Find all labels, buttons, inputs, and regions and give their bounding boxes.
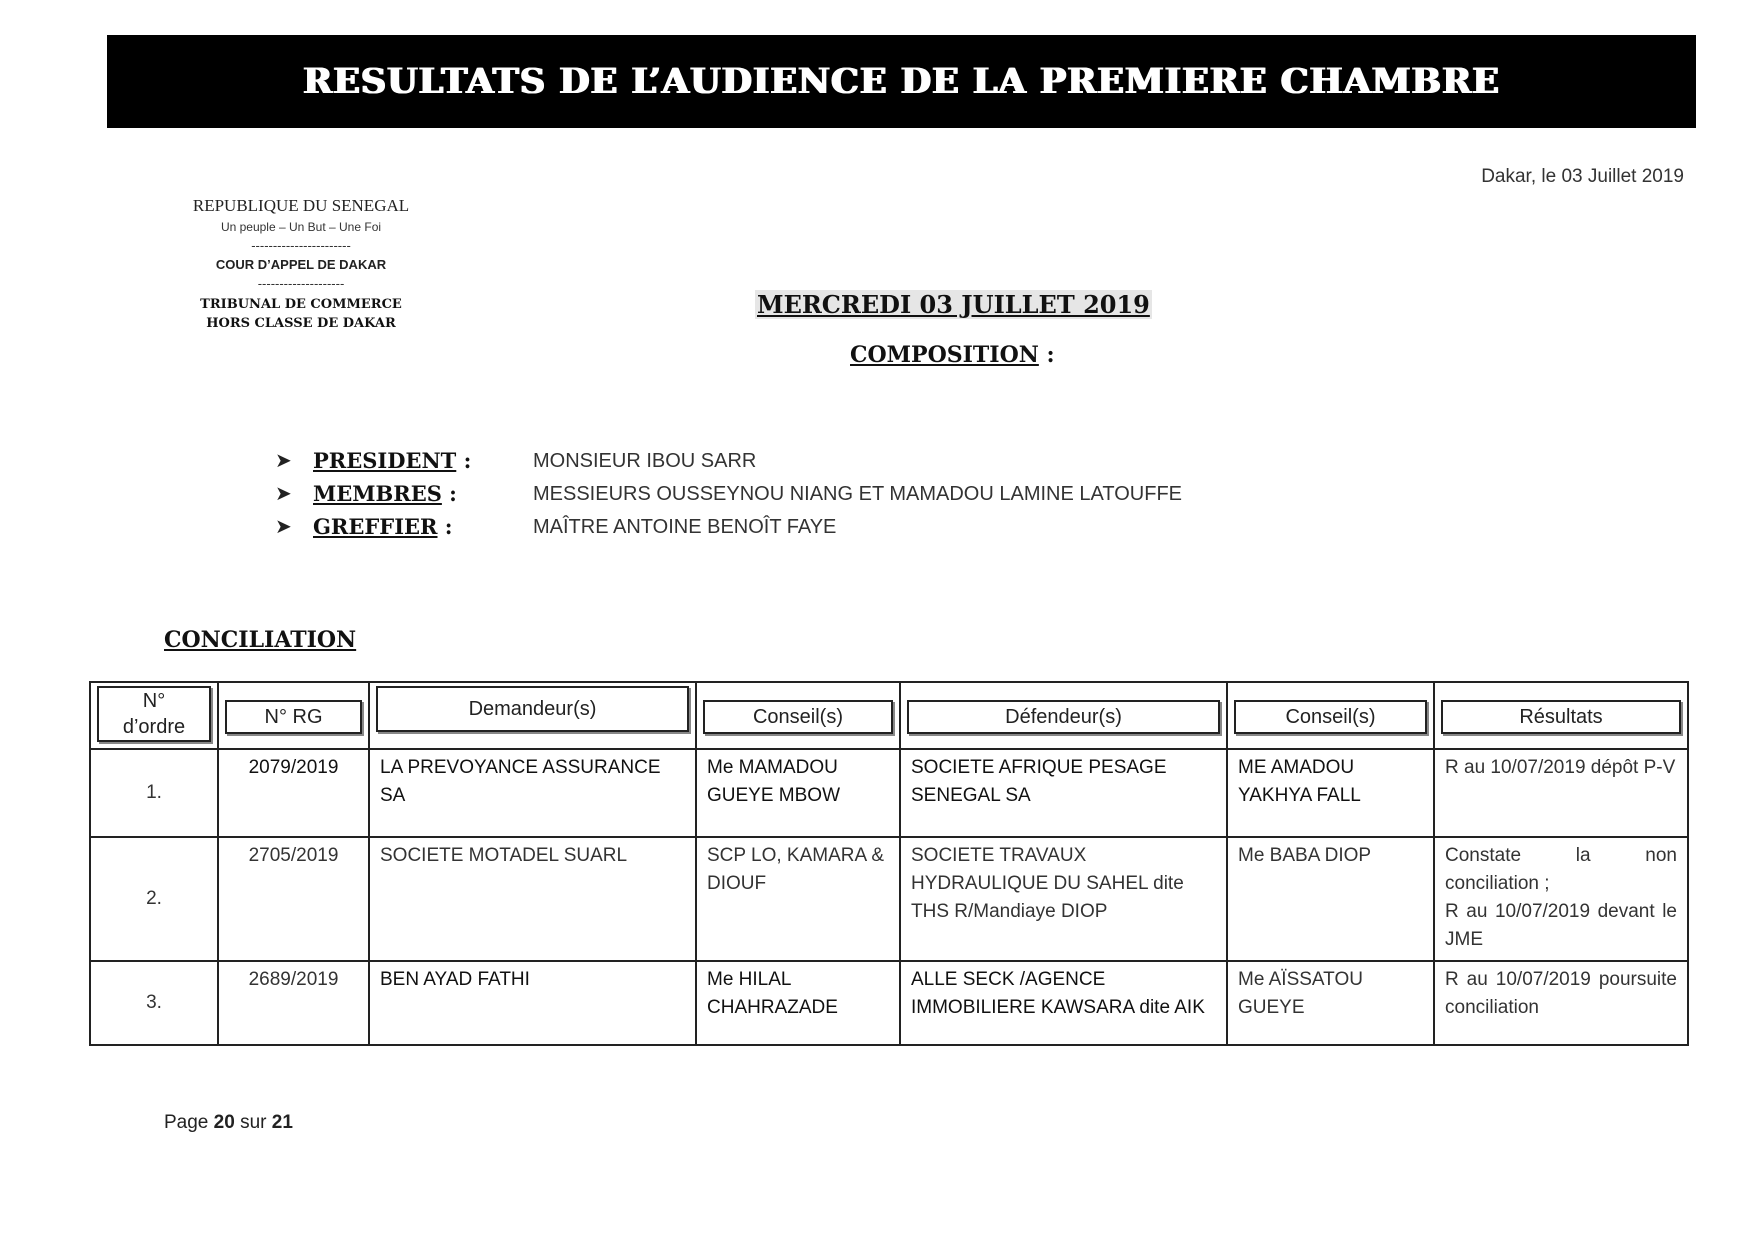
row-conseil: Me HILAL CHAHRAZADE — [696, 961, 900, 1045]
composition-list — [275, 448, 1275, 547]
court-name: COUR D’APPEL DE DAKAR — [215, 257, 387, 272]
row-demandeur: BEN AYAD FATHI — [369, 961, 696, 1045]
section-title: CONCILIATION — [164, 627, 357, 653]
member-value: MONSIEUR IBOU SARR — [533, 450, 757, 472]
row-rg: 2705/2019 — [218, 837, 369, 961]
header-banner — [107, 35, 1696, 128]
header-cell-conseil1 — [696, 682, 900, 749]
row-demandeur: LA PREVOYANCE ASSURANCE SA — [369, 749, 696, 837]
row-defendeur: SOCIETE AFRIQUE PESAGE SENEGAL SA — [900, 749, 1227, 837]
tribunal-line-1: TRIBUNAL DE COMMERCE — [200, 297, 402, 312]
member-value: MAÎTRE ANTOINE BENOÎT FAYE — [533, 516, 837, 538]
header-rg: N° RG — [225, 700, 362, 734]
row-defendeur: ALLE SECK /AGENCE IMMOBILIERE KAWSARA dite AIK — [900, 961, 1227, 1045]
republic-name: REPUBLIQUE DU SENEGAL — [192, 196, 410, 215]
header-defendeur: Défendeur(s) — [907, 700, 1220, 734]
national-motto: Un peuple – Un But – Une Foi — [220, 220, 382, 234]
row-resultats: R au 10/07/2019 dépôt P-V — [1434, 749, 1688, 837]
arrow-bullet-icon: ➤ — [275, 450, 292, 472]
arrow-bullet-icon: ➤ — [275, 516, 292, 538]
hearing-date-title: MERCREDI 03 JUILLET 2019 — [757, 290, 1150, 319]
header-cell-demandeur — [369, 682, 696, 749]
table-header-row — [90, 682, 1688, 749]
header-demandeur: Demandeur(s) — [376, 686, 689, 732]
header-cell-defendeur — [900, 682, 1227, 749]
header-conseil: Conseil(s) — [703, 700, 893, 734]
current-page: 20 — [213, 1112, 235, 1133]
member-row-membres — [275, 481, 1275, 514]
row-rg: 2079/2019 — [218, 749, 369, 837]
header-ordre: N° d’ordre — [97, 686, 211, 742]
row-number: 1. — [90, 749, 218, 837]
member-row-greffier — [275, 514, 1275, 547]
results-table — [89, 681, 1689, 1046]
composition-suffix: : — [1038, 342, 1055, 368]
row-number: 3. — [90, 961, 218, 1045]
page-number: Page 20 sur 21 — [164, 1112, 293, 1133]
header-cell-resultats — [1434, 682, 1688, 749]
row-resultats: Constate la non conciliation ; R au 10/07/2019 devant le JME — [1434, 837, 1688, 961]
arrow-bullet-icon: ➤ — [275, 483, 292, 505]
row-rg: 2689/2019 — [218, 961, 369, 1045]
header-cell-conseil2 — [1227, 682, 1434, 749]
total-pages: 21 — [271, 1112, 293, 1133]
row-conseil: Me BABA DIOP — [1227, 837, 1434, 961]
composition-heading — [850, 342, 1055, 368]
header-cell-ordre — [90, 682, 218, 749]
row-number: 2. — [90, 837, 218, 961]
composition-label: COMPOSITION — [850, 342, 1039, 368]
row-defendeur: SOCIETE TRAVAUX HYDRAULIQUE DU SAHEL dite THS R/Mandiaye DIOP — [900, 837, 1227, 961]
page-title: RESULTATS DE L’AUDIENCE DE LA PREMIERE CHAMBRE — [303, 61, 1500, 102]
member-row-president — [275, 448, 1275, 481]
row-demandeur: SOCIETE MOTADEL SUARL — [369, 837, 696, 961]
tribunal-line-2: HORS CLASSE DE DAKAR — [206, 316, 396, 331]
table-row — [90, 961, 1688, 1045]
header-resultats: Résultats — [1441, 700, 1681, 734]
member-value: MESSIEURS OUSSEYNOU NIANG ET MAMADOU LAMINE LATOUFFE — [533, 483, 1182, 505]
table-row — [90, 837, 1688, 961]
member-label: GREFFIER : — [313, 514, 453, 539]
member-label: PRESIDENT : — [313, 448, 472, 473]
row-resultats: R au 10/07/2019 poursuite conciliation — [1434, 961, 1688, 1045]
header-cell-rg — [218, 682, 369, 749]
emblem-separator: ----------------------- — [251, 238, 351, 253]
row-conseil: Me AÏSSATOU GUEYE — [1227, 961, 1434, 1045]
tribunal-name — [150, 295, 452, 333]
row-conseil: SCP LO, KAMARA & DIOUF — [696, 837, 900, 961]
table-row — [90, 749, 1688, 837]
member-label: MEMBRES : — [313, 481, 457, 506]
header-conseil: Conseil(s) — [1234, 700, 1427, 734]
row-conseil: ME AMADOU YAKHYA FALL — [1227, 749, 1434, 837]
emblem-separator: -------------------- — [257, 276, 345, 291]
document-date: Dakar, le 03 Juillet 2019 — [1481, 166, 1684, 187]
institution-emblem — [150, 196, 452, 333]
row-conseil: Me MAMADOU GUEYE MBOW — [696, 749, 900, 837]
